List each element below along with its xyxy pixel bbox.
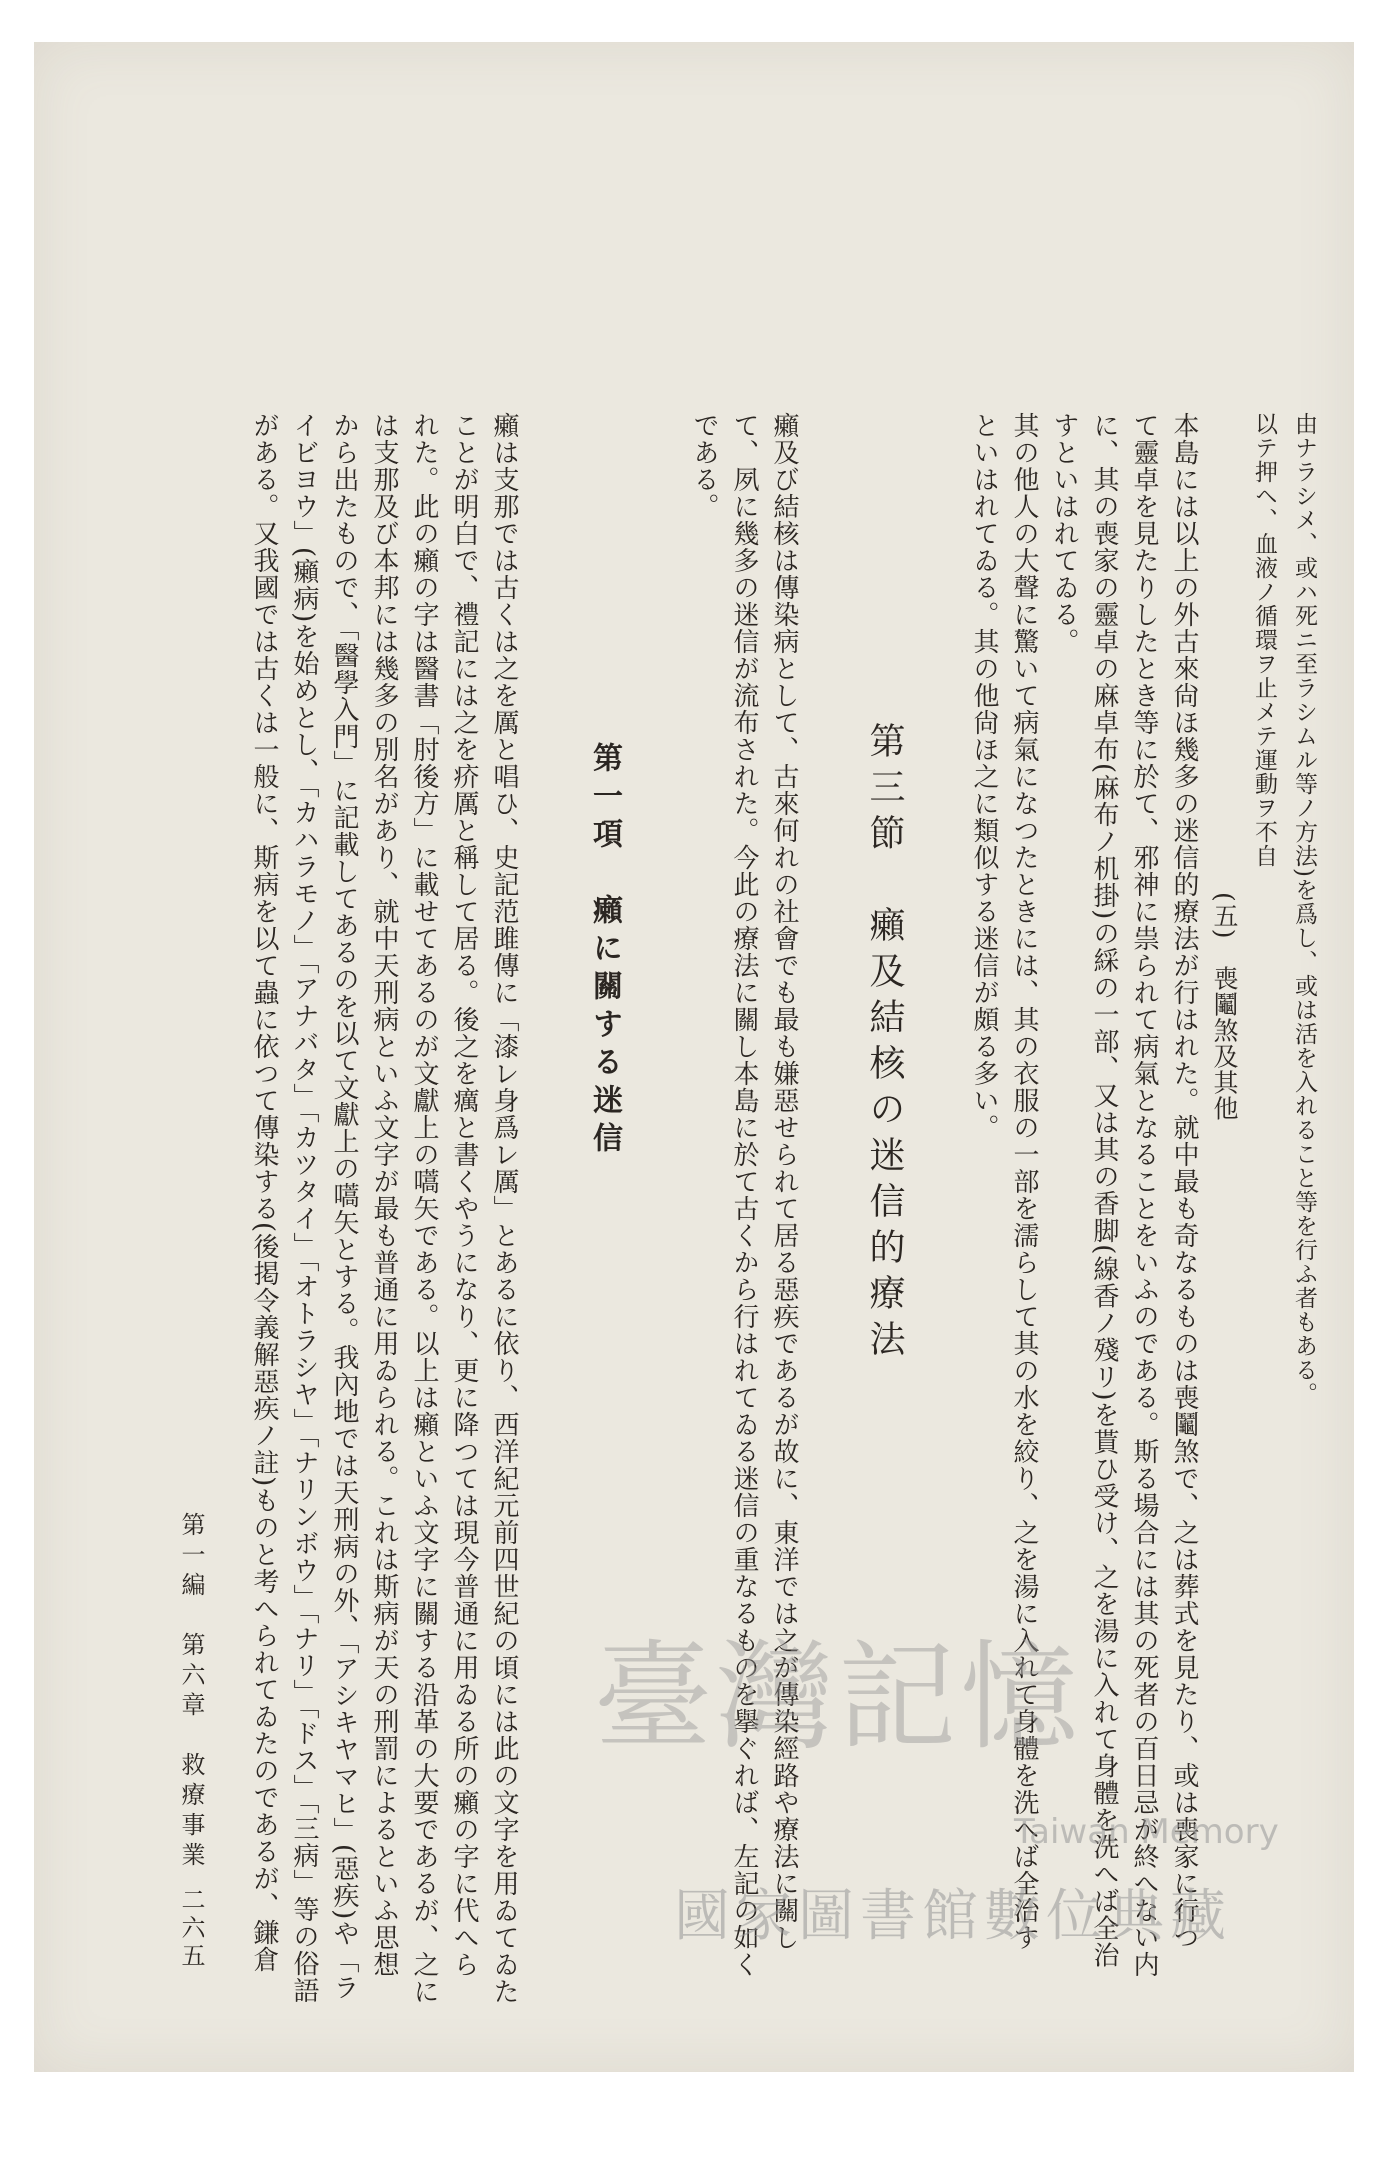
- scanned-page: [34, 42, 1354, 2072]
- text-column: 以テ押ヘ、血液ノ循環ヲ止メテ運動ヲ不自: [1251, 412, 1277, 868]
- text-column: すといはれてゐる。: [1049, 412, 1079, 655]
- text-column: 癩は支那では古くは之を厲と唱ひ、史記范雎傳に「漆レ身爲レ厲」とあるに依り、西洋紀元前四世紀の頃には此の文字を用ゐてゐた: [489, 412, 519, 2005]
- text-column: イビヨウ」(癩病)を始めとし、「カハラモノ」「アナバタ」「カツタイ」「オトラシヤ」「ナリンボウ」「ナリ」「ドス」「三病」等の俗語: [289, 412, 319, 2005]
- subsection-heading: (五) 喪鬮煞及其他: [1210, 892, 1239, 1122]
- watermark-english: Taiwan Memory: [1014, 1812, 1279, 1852]
- column-gap: [804, 412, 844, 1702]
- text-column: から出たもので、「醫學入門」に記載してあるのを以て文獻上の嚆矢とする。我內地では天刑病の外、「アシキヤマヒ」(惡疾)や「ラ: [329, 412, 359, 2002]
- column-gap: [524, 412, 564, 1702]
- text-column: といはれてゐる。其の他尙ほ之に類似する迷信が頗る多い。: [969, 412, 999, 1141]
- watermark-title: 臺灣記憶: [594, 1628, 1083, 1766]
- text-column: ことが明白で、禮記には之を疥厲と稱して居る。後之を癘と書くやうになり、更に降つては現今普通に用ゐる所の癩の字に代へら: [449, 412, 479, 1978]
- text-column: がある。又我國では古くは一般に、斯病を以て蟲に依つて傳染する(後掲令義解惡疾ノ註)ものと考へられてゐたのであるが、鎌倉: [249, 412, 279, 1974]
- column-gap: [924, 412, 964, 1702]
- text-column: である。: [689, 412, 719, 520]
- text-column: 本島には以上の外古來尙ほ幾多の迷信的療法が行はれた。就中最も奇なるものは喪鬮煞で、之は葬式を見たり、或は喪家に行つ: [1169, 412, 1199, 1951]
- text-column: れた。此の癩の字は醫書「肘後方」に載せてあるのが文獻上の嚆矢である。以上は癩といふ文字に關する沿革の大要であるが、之に: [409, 412, 439, 2005]
- text-column: 由ナラシメ、或ハ死ニ至ラシムル等ノ方法)を爲し、或は活を入れること等を行ふ者もある。: [1291, 412, 1317, 1406]
- page-number: 二六五: [177, 1887, 205, 1971]
- text-column: て、夙に幾多の迷信が流布された。今此の療法に關し本島に於て古くから行はれてゐる迷信の重なるものを擧ぐれば、左記の如く: [729, 412, 759, 1978]
- column-gap: [644, 412, 684, 1702]
- chapter-footer: 第一編 第六章 救療事業: [177, 1512, 205, 1872]
- text-column: 其の他人の大聲に驚いて病氣になつたときには、其の衣服の一部を濡らして其の水を絞り、之を湯に入れて身體を洗へば全治す: [1009, 412, 1039, 1951]
- section-title: 第三節 癩及結核の迷信的療法: [864, 722, 905, 1366]
- text-column: に、其の喪家の靈卓の麻卓布(麻布ノ机掛)の綵の一部、又は其の香脚(線香ノ殘リ)を貰ひ受け、之を湯に入れて身體を洗へば全治: [1089, 412, 1119, 1969]
- text-column: は支那及び本邦には幾多の別名があり、就中天刑病といふ文字が最も普通に用ゐられる。これは斯病が天の刑罰によるといふ思想: [369, 412, 399, 1978]
- watermark-organization: 國家圖書館數位典藏: [674, 1884, 1232, 1949]
- text-column: 癩及び結核は傳染病として、古來何れの社會でも最も嫌惡せられて居る惡疾であるが故に、東洋では之が傳染經路や療法に關し: [769, 412, 799, 1951]
- text-column: て靈卓を見たりしたとき等に於て、邪神に祟られて病氣となることをいふのである。斯る場合には其の死者の百日忌が終へない内: [1129, 412, 1159, 1978]
- item-title: 第一項 癩に關する迷信: [587, 742, 622, 1160]
